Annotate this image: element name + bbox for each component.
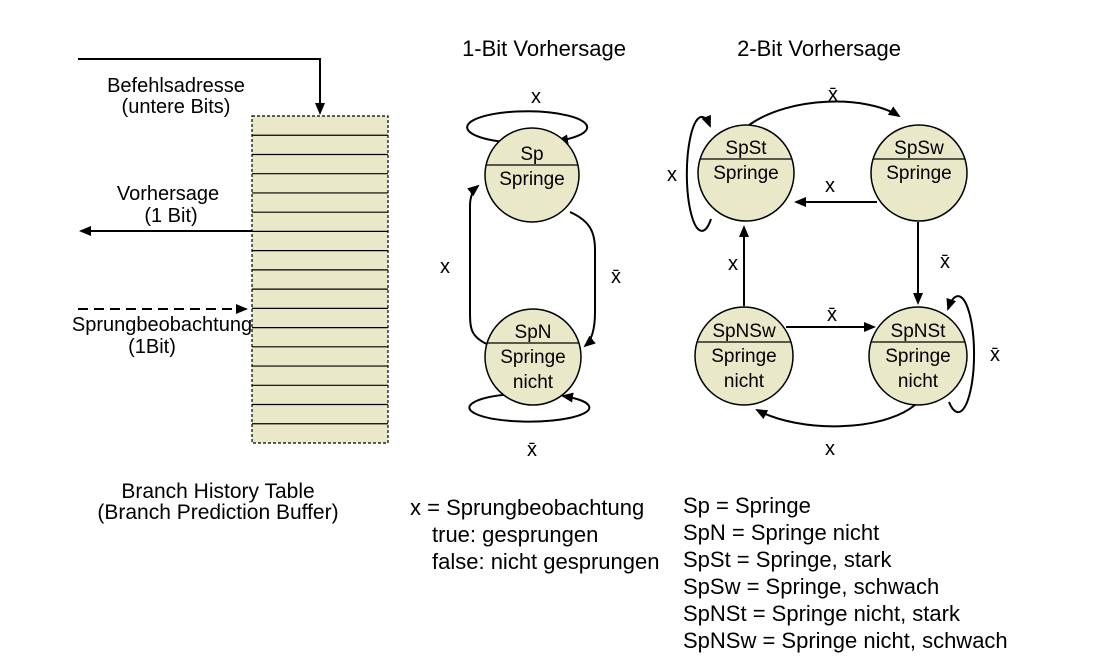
state-spnst-name: SpNSt <box>890 321 946 342</box>
spn-to-sp-label: x <box>440 256 450 278</box>
state-spnsw-prediction-line2: nicht <box>723 371 765 392</box>
state-spnst-prediction-line1: Springe <box>885 346 951 367</box>
state-sp-name: Sp <box>520 144 544 165</box>
two-bit-legend-line6: SpNSw = Springe nicht, schwach <box>683 628 1008 653</box>
sp-self-label: x <box>531 86 541 108</box>
spnsw-to-spst-label: x <box>728 253 738 275</box>
state-spsw-name: SpSw <box>894 138 944 159</box>
state-spnsw-prediction-line1: Springe <box>711 346 777 367</box>
input-label-line2: (untere Bits) <box>121 96 231 118</box>
state-spsw-prediction: Springe <box>886 163 952 184</box>
two-bit-fsm <box>667 36 1008 653</box>
two-bit-legend-line1: Sp = Springe <box>683 493 811 518</box>
state-spst-prediction: Springe <box>713 163 779 184</box>
state-spn-prediction-line2: nicht <box>512 372 554 393</box>
one-bit-legend-line2: true: gesprungen <box>432 522 599 547</box>
two-bit-legend-line2: SpN = Springe nicht <box>683 520 880 545</box>
feedback-label-line2: (1Bit) <box>128 336 176 358</box>
spnst-to-spnsw-label: x <box>825 438 835 460</box>
spsw-to-spst-label: x <box>825 175 835 197</box>
bht-section <box>72 59 388 524</box>
state-sp-prediction: Springe <box>499 169 565 190</box>
spst-to-spsw-label: x̄ <box>828 84 838 106</box>
output-label-line1: Vorhersage <box>116 183 220 205</box>
spn-to-sp-arrow <box>470 186 489 345</box>
spn-self-label: x̄ <box>527 439 537 461</box>
bht-caption-line2: (Branch Prediction Buffer) <box>97 501 339 524</box>
state-spst-name: SpSt <box>725 138 767 159</box>
bht-caption-line1: Branch History Table <box>121 480 315 503</box>
branch-history-table <box>252 116 388 443</box>
spnst-self-label: x̄ <box>990 344 1000 366</box>
one-bit-legend-line3: false: nicht gesprungen <box>432 549 660 574</box>
state-spnst-prediction-line2: nicht <box>897 371 939 392</box>
spnsw-to-spnst-label: x̄ <box>827 304 837 326</box>
output-label-line2: (1 Bit) <box>144 205 198 227</box>
two-bit-title: 2-Bit Vorhersage <box>737 36 901 61</box>
state-spn-prediction-line1: Springe <box>500 347 566 368</box>
two-bit-legend-line5: SpNSt = Springe nicht, stark <box>683 601 960 626</box>
spst-self-label: x <box>667 164 677 186</box>
state-spn-name: SpN <box>514 322 552 343</box>
two-bit-legend-line3: SpSt = Springe, stark <box>683 547 892 572</box>
state-spnsw-name: SpNSw <box>712 321 776 342</box>
spsw-to-spnst-label: x̄ <box>940 251 950 273</box>
one-bit-fsm <box>410 36 660 574</box>
feedback-label-line1: Sprungbeobachtung <box>71 314 253 336</box>
sp-to-spn-arrow <box>570 212 595 346</box>
spst-to-spsw-arrow <box>749 102 899 125</box>
two-bit-legend-line4: SpSw = Springe, schwach <box>683 574 940 599</box>
one-bit-title: 1-Bit Vorhersage <box>462 36 626 61</box>
spnst-to-spnsw-arrow <box>757 405 915 426</box>
input-label-line1: Befehlsadresse <box>107 75 245 97</box>
sp-to-spn-label: x̄ <box>611 266 621 288</box>
one-bit-legend-line1: x = Sprungbeobachtung <box>410 495 645 520</box>
